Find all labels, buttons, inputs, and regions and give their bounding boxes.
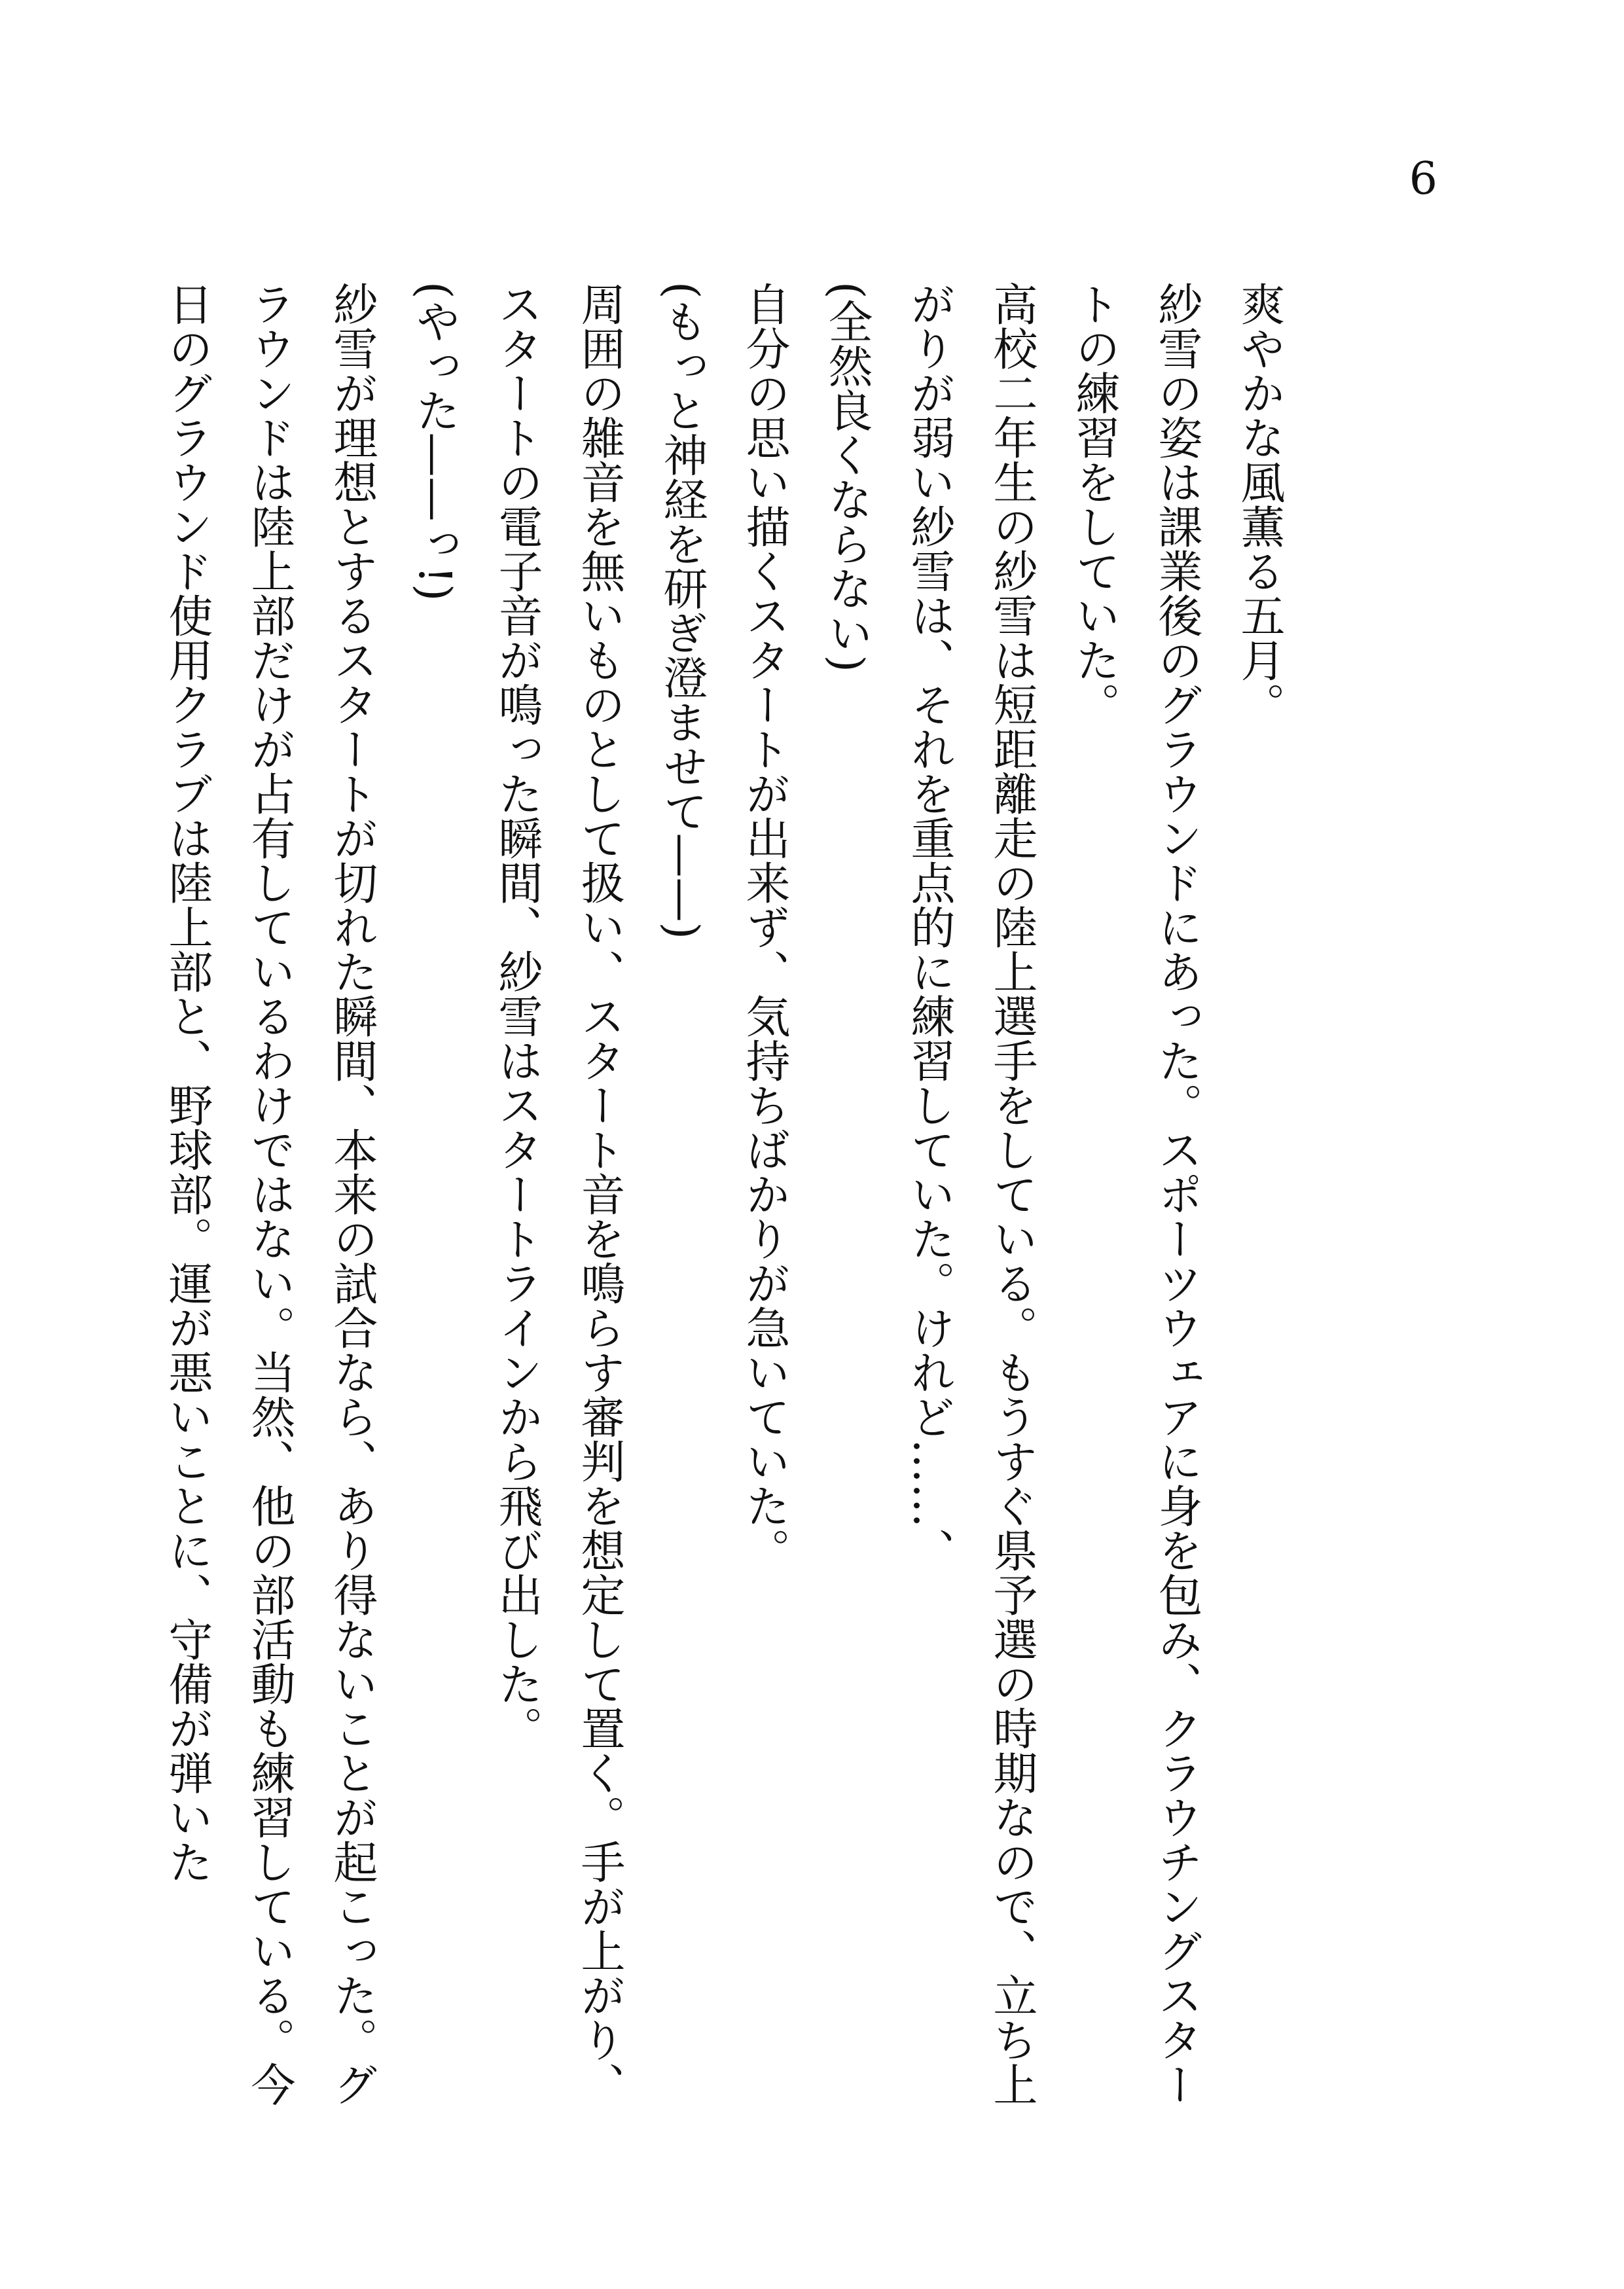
paragraph: (全然良くならない) (821, 281, 873, 673)
paragraph: 紗雪が理想とするスタートが切れた瞬間、本来の試合なら、あり得ないことが起こった。グラウンドは陸上部だけが占有しているわけではない。当然、他の部活動も練習している。今日のグラウンド使用クラブは陸上部と、野球部。運が悪いことに、守備が弾いた (161, 281, 378, 2106)
paragraph: (やった——っ!) (408, 281, 460, 602)
vertical-text-body (56, 281, 1300, 2147)
paragraph: 高校二年生の紗雪は短距離走の陸上選手をしている。もうすぐ県予選の時期なので、立ち上がりが弱い紗雪は、それを重点的に練習していた。けれど……、 (903, 281, 1038, 2106)
page-number: 6 (1409, 153, 1437, 205)
paragraph: 自分の思い描くスタートが出来ず、気持ちばかりが急いていた。 (738, 281, 790, 1572)
paragraph: 周囲の雑音を無いものとして扱い、スタート音を鳴らす審判を想定して置く。手が上がり、スタートの電子音が鳴った瞬間、紗雪はスタートラインから飛び出した。 (491, 281, 625, 2106)
paragraph: (もっと神経を研ぎ澄ませて——) (656, 281, 708, 940)
paragraph: 爽やかな風薫る五月。 (1233, 281, 1285, 727)
paragraph: 紗雪の姿は課業後のグラウンドにあった。スポーツウェアに身を包み、クラウチングスタートの練習をしていた。 (1068, 281, 1202, 2106)
